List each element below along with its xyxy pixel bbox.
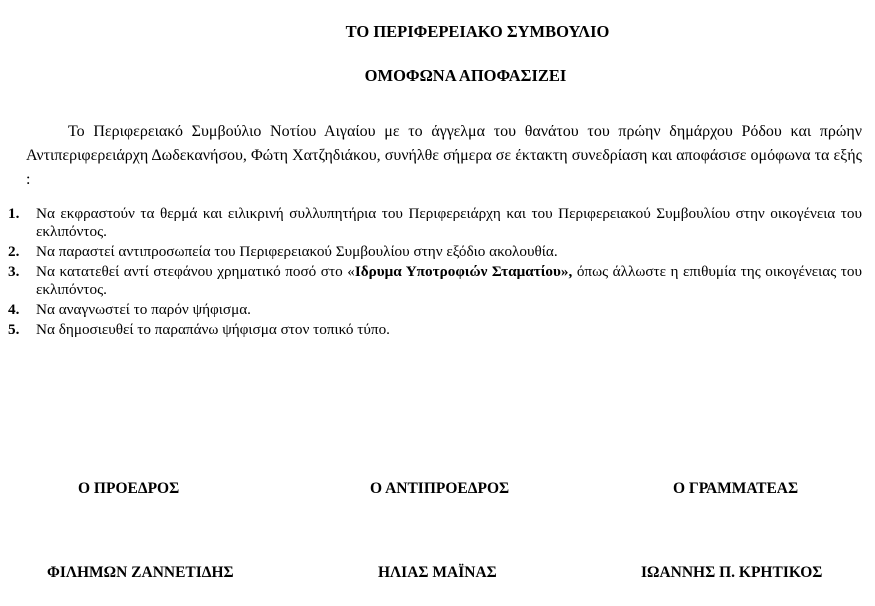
vice-president-role: Ο ΑΝΤΙΠΡΟΕΔΡΟΣ — [370, 480, 510, 497]
list-item-number: 5. — [8, 321, 20, 338]
intro-paragraph: Το Περιφερειακό Συμβούλιο Νοτίου Αιγαίου με το άγγελμα του θανάτου του πρώην δημάρχου Ρόδου και πρώην Αντιπεριφερειάρχη Δωδεκανήσου, Φώτη Χατζηδιάκου, συνήλθε σήμερα σε έκτακτη συνεδρίαση και αποφάσισε ομόφωνα τα εξής : — [26, 123, 862, 188]
list-item-number: 4. — [8, 301, 20, 318]
heading-decides: ΟΜΟΦΩΝΑ ΑΠΟΦΑΣΙΖΕΙ — [364, 66, 567, 85]
list-item-text: Να παραστεί αντιπροσωπεία του Περιφερειακού Συμβουλίου στην εξόδιο ακολουθία. — [36, 243, 558, 260]
foundation-name: Ιδρυμα Υποτροφιών Σταματίου», — [354, 263, 573, 280]
heading-council: ΤΟ ΠΕΡΙΦΕΡΕΙΑΚΟ ΣΥΜΒΟΥΛΙΟ — [345, 22, 610, 41]
list-item — [8, 243, 862, 261]
list-item-text: Να εκφραστούν τα θερμά και ειλικρινή συλλυπητήρια του Περιφερειάρχη και του Περιφερειακού Συμβουλίου στην οικογένεια του εκλιπόντος. — [36, 205, 862, 240]
secretary-name: ΙΩΑΝΝΗΣ Π. ΚΡΗΤΙΚΟΣ — [641, 564, 823, 581]
list-item-text-after: όπως άλλωστε η επιθυμία της οικογένειας του εκλιπόντος. — [36, 263, 862, 298]
list-item — [8, 205, 862, 241]
list-item — [8, 263, 862, 299]
list-item — [8, 301, 862, 319]
list-item-text: Να δημοσιευθεί το παραπάνω ψήφισμα στον τοπικό τύπο. — [36, 321, 390, 338]
list-item — [8, 321, 862, 339]
list-item-number: 1. — [8, 205, 20, 222]
vice-president-name: ΗΛΙΑΣ ΜΑΪΝΑΣ — [378, 564, 497, 581]
list-item-text — [36, 263, 862, 299]
list-item-text-before: Να κατατεθεί αντί στεφάνου χρηματικό ποσό στο « — [36, 263, 355, 280]
president-name: ΦΙΛΗΜΩΝ ΖΑΝΝΕΤΙΔΗΣ — [47, 564, 234, 581]
secretary-role: Ο ΓΡΑΜΜΑΤΕΑΣ — [673, 480, 799, 497]
list-item-number: 3. — [8, 263, 20, 280]
president-role: Ο ΠΡΟΕΔΡΟΣ — [78, 480, 180, 497]
list-item-number: 2. — [8, 243, 20, 260]
decision-list — [8, 205, 862, 341]
list-item-text: Να αναγνωστεί το παρόν ψήφισμα. — [36, 301, 251, 318]
